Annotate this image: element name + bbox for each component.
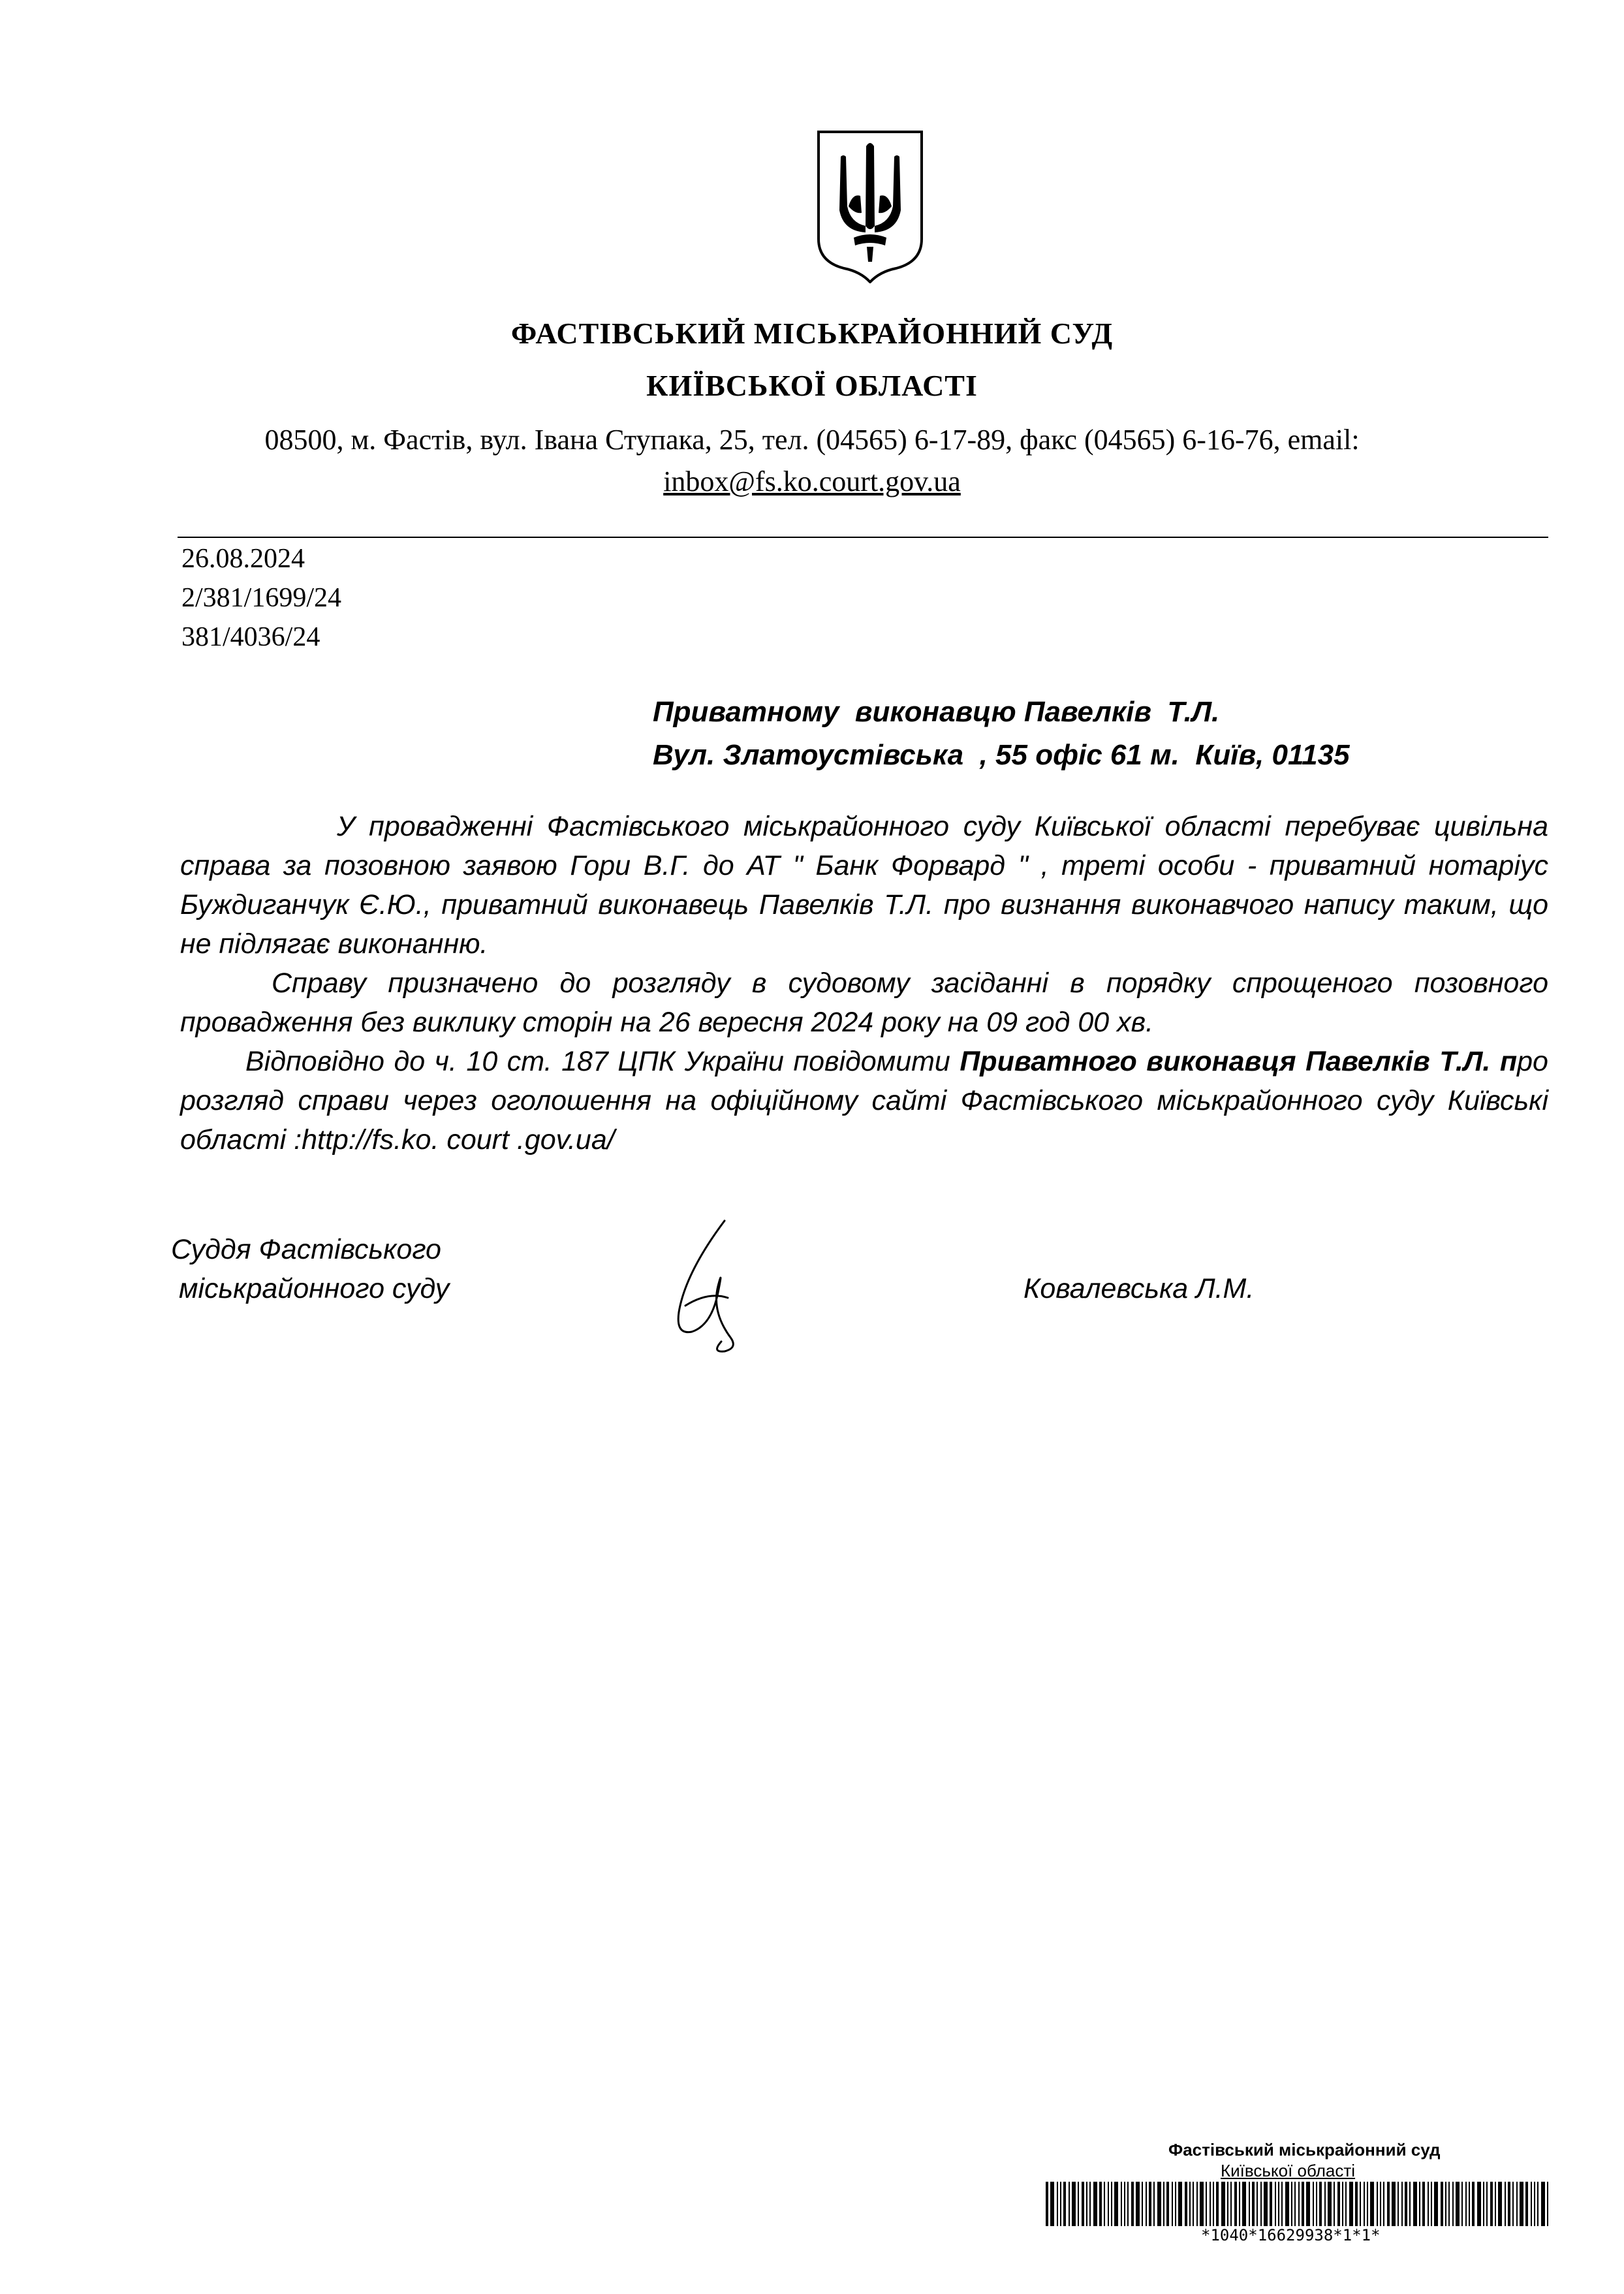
body-paragraph-1: У провадженні Фастівського міськрайонного суду Київської області перебуває цивільна справа за позовною заявою Гори В.Г. до АТ " Банк Форвард " , треті особи - приватний нотаріус Буждиганчук Є.Ю., приватний виконавець Павелків Т.Л. про визнання виконавчого напису таким, що не підлягає виконанню. [180, 811, 1548, 960]
signature-title-line1: Суддя Фастівського [171, 1234, 441, 1265]
court-name-line1: ФАСТІВСЬКИЙ МІСЬКРАЙОННИЙ СУД [510, 317, 1114, 350]
registration-stamp-court: Фастівський міськрайонний суд [1168, 2140, 1441, 2160]
document-barcode [1046, 2182, 1548, 2226]
judge-name: Ковалевська Л.М. [1023, 1273, 1255, 1304]
document-date: 26.08.2024 [181, 544, 305, 574]
registration-stamp-region: Київської області [1221, 2161, 1356, 2180]
header-divider [178, 537, 1548, 538]
body-paragraph-3-end: ро розгляд справи через оголошення на офіційному сайті Фастівського міськрайонного суду Київські області :http://fs.ko. court .gov.ua/ [180, 1046, 1548, 1155]
court-email-link[interactable]: inbox@fs.ko.court.gov.ua [663, 465, 961, 497]
ukraine-coat-of-arms-icon [815, 128, 926, 283]
body-paragraph-2: Справу призначено до розгляду в судовому засіданні в порядку спрощеного позовного провадження без виклику сторін на 26 вересня 2024 року на 09 год 00 хв. [180, 967, 1548, 1038]
letter-body [180, 807, 1548, 1159]
barcode-number: *1040*16629938*1*1* [1201, 2226, 1381, 2244]
addressee-name: Приватному виконавцю Павелків Т.Л. [653, 696, 1220, 728]
addressee-address: Вул. Златоустівська , 55 офіс 61 м. Київ, 01135 [653, 739, 1350, 771]
outgoing-number: 2/381/1699/24 [181, 583, 342, 613]
court-address: 08500, м. Фастів, вул. Івана Ступака, 25, тел. (04565) 6-17-89, факс (04565) 6-16-76, email: [264, 424, 1360, 456]
signature-title-line2: міськрайонного суду [179, 1273, 450, 1304]
court-email-container [0, 465, 1624, 498]
court-name-line2: КИЇВСЬКОЇ ОБЛАСТІ [646, 369, 978, 402]
case-number: 381/4036/24 [181, 622, 320, 652]
body-paragraph-3-start: Відповідно до ч. 10 ст. 187 ЦПК України повідомити [245, 1046, 960, 1077]
body-paragraph-3-recipient: Приватного виконавця Павелків Т.Л. п [960, 1046, 1518, 1077]
handwritten-signature [646, 1214, 790, 1358]
body-paragraph-3 [180, 1042, 1548, 1159]
